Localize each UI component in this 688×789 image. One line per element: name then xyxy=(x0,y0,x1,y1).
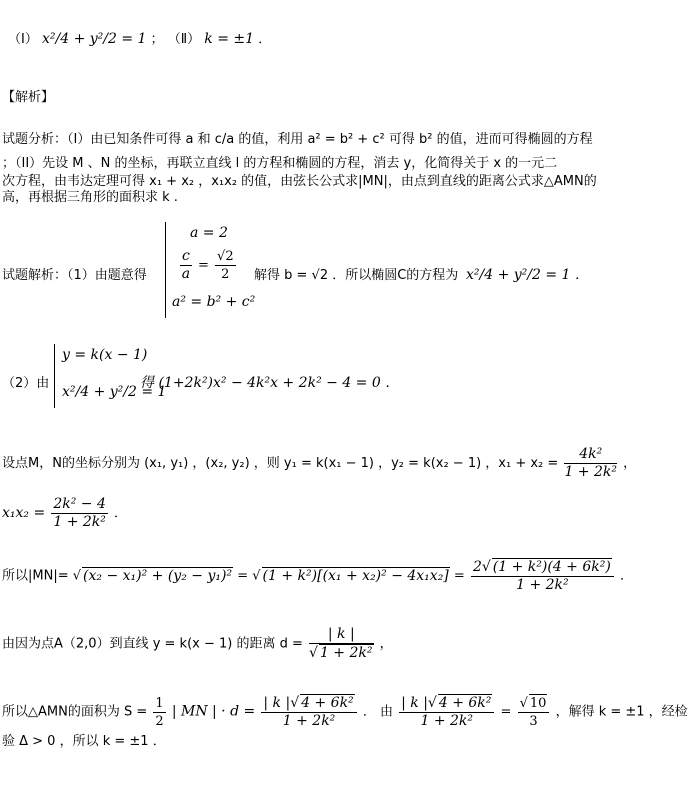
chord-length-fraction xyxy=(471,558,614,594)
area-separator: ． 由 xyxy=(362,704,393,720)
analysis-line-3: 次方程，由韦达定理可得 x₁ + x₂ ，x₁x₂ 的值，由弦长公式求|MN|，由点到直线的距离公式求△AMN的 xyxy=(2,174,597,189)
equals-sign: = xyxy=(237,568,249,584)
analysis-line-1: 试题分析：（I）由已知条件可得 a 和 c/a 的值，利用 a² = b² + c² 可得 b² 的值，进而可得椭圆的方程 xyxy=(2,132,593,147)
chord-root-1: (x₂ − x₁)² + (y₂ − y₁)² xyxy=(83,567,233,584)
system2-eq1: y = k(x − 1) xyxy=(62,347,148,363)
conclusion-line: 验 Δ > 0 ，所以 k = ±1 ． xyxy=(2,734,166,749)
system1-eq2-rhs-fraction xyxy=(215,248,236,283)
system1-eq2: $\frac{c}{a}$ = $\frac{√2}{2}$ xyxy=(181,248,234,282)
distance-prefix: 由因为点A（2,0）到直线 y = k(x − 1) 的距离 d = xyxy=(2,636,303,652)
analysis-line-4: 高，再根据三角形的面积求 k . xyxy=(2,190,178,205)
chord-length-tail: ． xyxy=(619,568,633,584)
fraction-denominator: 1 + 2k² xyxy=(282,713,336,729)
numerator-root: 10 xyxy=(529,696,547,711)
area-fraction-2 xyxy=(399,694,494,730)
section-title: 【解析】 xyxy=(2,90,55,105)
system1-eq2-lhs-fraction xyxy=(180,248,192,283)
half-fraction xyxy=(153,695,165,730)
fraction-numerator: √2 xyxy=(217,249,234,264)
equals-sign: = xyxy=(500,704,512,720)
vieta-product-fraction xyxy=(51,496,108,531)
area-middle: | MN | · d = xyxy=(171,703,256,720)
fraction-numerator: 2k² − 4 xyxy=(53,496,106,512)
fraction-numerator: 1 xyxy=(155,695,164,711)
fraction-denominator: √ 1 + 2k² xyxy=(309,645,373,661)
numerator-coefficient: 2 xyxy=(472,559,482,575)
numerator-abs-k: | k | xyxy=(401,695,428,711)
chord-length-line: 所以|MN|= √ (x₂ − x₁)² + (y₂ − y₁)² = √ (1 + k²)[(x₁ + x₂)² − 4x₁x₂] = $\frac{\text{2√ (1 + k²)(4 + 6k²)}}{\text{1 + 2k²}}$ ． xyxy=(2,559,633,593)
fraction-numerator: √ 10 xyxy=(518,694,550,713)
answer-part1-equation: x²/4 + y²/2 = 1 xyxy=(41,31,147,47)
fraction-denominator: 1 + 2k² xyxy=(564,464,617,480)
answer-end-mark: ． xyxy=(258,32,272,47)
system1-eq1: a = 2 xyxy=(190,225,228,241)
fraction-denominator: 2 xyxy=(155,713,164,729)
answer-line xyxy=(8,28,271,47)
numerator-root: 4 + 6k² xyxy=(301,695,354,711)
vieta-sum-fraction xyxy=(564,446,617,481)
area-fraction xyxy=(261,694,356,730)
fraction-numerator: 2√ (1 + k²)(4 + 6k²) xyxy=(471,558,614,577)
answer-part2-equation: k = ±1 xyxy=(204,31,255,47)
solution-part1-solve: 解得 b = √2 ．所以椭圆C的方程为 xyxy=(254,268,459,283)
fraction-denominator: a xyxy=(181,266,191,282)
solution-part1-prefix: 试题解析：（1）由题意得 xyxy=(2,268,147,283)
quadratic-result: 得 (1+2k²)x² − 4k²x + 2k² − 4 = 0 ． xyxy=(140,375,400,391)
vieta-product-lhs: x₁x₂ = xyxy=(2,505,46,521)
vieta-product-tail: ． xyxy=(114,506,128,521)
solution-part2-prefix: （2）由 xyxy=(2,376,50,391)
numerator-abs-k: | k | xyxy=(263,695,291,711)
fraction-numerator: | k | xyxy=(309,626,373,644)
area-tail: ，解得 k = ±1 ，经检 xyxy=(555,704,688,720)
fraction-numerator: c xyxy=(182,248,190,264)
fraction-denominator: 1 + 2k² xyxy=(516,577,569,593)
fraction-numerator: | k |√ 4 + 6k² xyxy=(399,694,494,713)
system2-eq2: x²/4 + y²/2 = 1 xyxy=(62,384,167,400)
numerator-root: 4 + 6k² xyxy=(438,695,492,711)
area-value-fraction xyxy=(518,694,550,730)
fraction-denominator: 2 xyxy=(221,267,230,282)
system2-brace xyxy=(54,344,55,408)
vieta-product-line xyxy=(2,496,127,531)
fraction-denominator: 3 xyxy=(529,714,538,729)
solution-coordinates-text xyxy=(2,446,636,481)
distance-fraction xyxy=(309,626,373,662)
answer-part2-label: （Ⅱ） xyxy=(167,32,201,47)
area-prefix: 所以△AMN的面积为 S = xyxy=(2,704,148,720)
fraction-denominator: 1 + 2k² xyxy=(420,713,474,729)
chord-root-2: (1 + k²)[(x₁ + x₂)² − 4x₁x₂] xyxy=(262,567,449,584)
fraction-numerator: 4k² xyxy=(564,446,617,464)
system1-brace xyxy=(165,222,166,318)
coordinates-text: 设点M，N的坐标分别为 (x₁, y₁) ，(x₂, y₂) ，则 y₁ = k(x₁ − 1) ，y₂ = k(x₂ − 1) ，x₁ + x₂ = xyxy=(2,456,559,471)
system1-eq3: a² = b² + c² xyxy=(172,294,256,310)
answer-separator: ； xyxy=(150,32,164,47)
denominator-root: 1 + 2k² xyxy=(319,645,373,661)
fraction-denominator: 1 + 2k² xyxy=(53,514,106,530)
analysis-line-2: ；（II）先设 M 、N 的坐标，再联立直线 l 的方程和椭圆的方程，消去 y，化简得关于 x 的一元二 xyxy=(2,156,558,171)
ellipse-equation: x²/4 + y²/2 = 1 ． xyxy=(466,267,589,283)
coordinates-tail: ， xyxy=(623,456,637,471)
fraction-numerator: | k |√ 4 + 6k² xyxy=(261,694,356,713)
distance-line xyxy=(2,626,393,662)
numerator-root: (1 + k²)(4 + 6k²) xyxy=(492,559,611,575)
distance-tail: ， xyxy=(379,636,393,652)
chord-length-prefix: 所以|MN|= xyxy=(2,568,69,584)
answer-part1-label: （Ⅰ） xyxy=(8,32,38,47)
area-line xyxy=(2,694,688,730)
